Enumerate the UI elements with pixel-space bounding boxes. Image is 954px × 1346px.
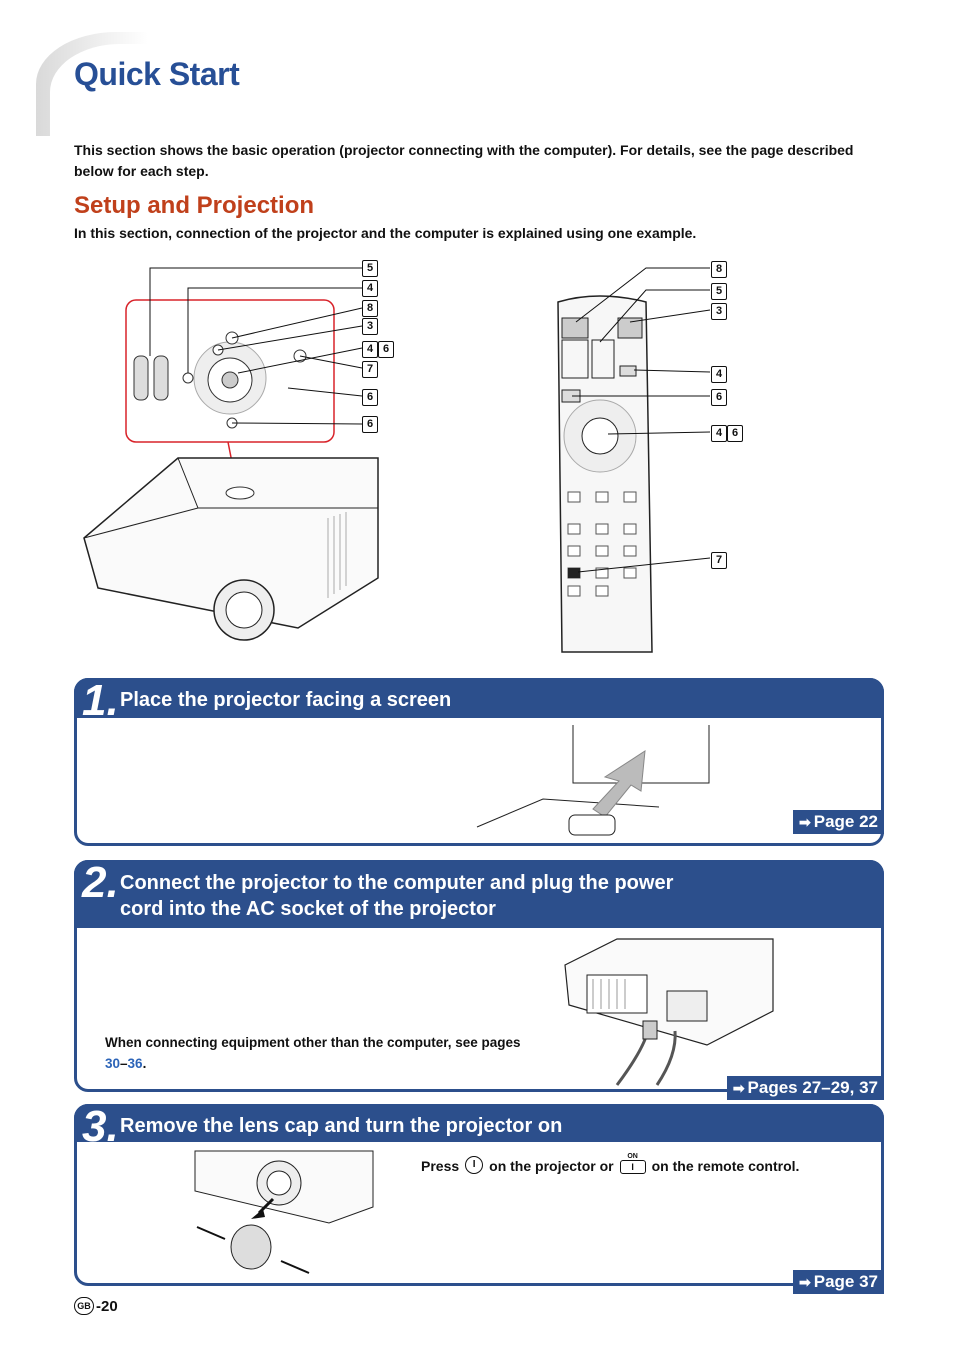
- arrow-right-icon: ➡: [799, 1274, 811, 1290]
- on-power-icon: I: [465, 1156, 483, 1174]
- arrow-right-icon: ➡: [799, 814, 811, 830]
- note-suffix: .: [142, 1056, 147, 1071]
- callout-6: 6: [362, 389, 378, 406]
- callout-3: 3: [362, 318, 378, 335]
- note-text: When connecting equipment other than the computer, see pages: [105, 1035, 521, 1050]
- section-intro: In this section, connection of the projector and the computer is explained using one example.: [74, 225, 697, 241]
- step-3-page-ref-label: Page 37: [813, 1272, 878, 1291]
- step-1-page-ref[interactable]: [793, 810, 884, 834]
- on-label: ON: [627, 1153, 638, 1160]
- step-2-panel: [74, 858, 884, 1097]
- page-number: -20: [96, 1297, 118, 1315]
- press-instruction: [421, 1153, 799, 1174]
- step-3-number: 3.: [82, 1102, 119, 1151]
- projector-figure: [78, 258, 398, 648]
- step-3-page-ref[interactable]: [793, 1270, 884, 1294]
- step-3-panel: [74, 1102, 884, 1291]
- callout-7: 7: [362, 361, 378, 378]
- callout-4: 4: [362, 280, 378, 297]
- remote-callout-4: 4: [711, 425, 727, 442]
- step-1-panel: [74, 678, 884, 846]
- remote-callout-3: 3: [711, 303, 727, 320]
- step-2-number: 2.: [82, 858, 119, 907]
- remote-callout-8: 8: [711, 261, 727, 278]
- intro-text: This section shows the basic operation (projector connecting with the computer). For details, see the page described below for each step.: [74, 142, 854, 179]
- lens-cap-illustration: [189, 1147, 379, 1281]
- page-title: Quick Start: [74, 56, 240, 92]
- step-2-page-ref[interactable]: [727, 1076, 884, 1100]
- remote-callout-6: 6: [711, 389, 727, 406]
- region-badge: GB: [74, 1297, 94, 1315]
- callout-6: 6: [362, 416, 378, 433]
- step-1-title: Place the projector facing a screen: [120, 689, 452, 711]
- section-title: Setup and Projection: [74, 192, 315, 219]
- step-2-title-line1: Connect the projector to the computer and plug the power: [120, 872, 674, 894]
- remote-callout-7: 7: [711, 552, 727, 569]
- remote-callout-5: 5: [711, 283, 727, 300]
- link-page-30[interactable]: 30: [105, 1056, 121, 1071]
- callout-6: 6: [378, 341, 394, 358]
- step-2-title-line2: cord into the AC socket of the projector: [120, 898, 496, 920]
- connection-illustration: [557, 935, 777, 1087]
- remote-callout-4: 4: [711, 366, 727, 383]
- arrow-right-icon: ➡: [732, 1080, 745, 1096]
- step-1-page-ref-label: Page 22: [813, 812, 878, 831]
- callout-5: 5: [362, 260, 378, 277]
- press-text-projector: on the projector or: [489, 1158, 614, 1174]
- link-page-36[interactable]: 36: [127, 1056, 143, 1071]
- callout-8: 8: [362, 300, 378, 317]
- page-footer: [74, 1297, 118, 1315]
- press-text-remote: on the remote control.: [651, 1158, 800, 1174]
- remote-on-button-icon: ON I: [620, 1153, 646, 1174]
- screen-illustration: [473, 721, 733, 841]
- press-text: Press: [421, 1158, 460, 1174]
- step-3-title: Remove the lens cap and turn the projector on: [120, 1115, 563, 1137]
- step-1-number: 1.: [82, 676, 119, 725]
- remote-callout-6: 6: [727, 425, 743, 442]
- step-2-page-ref-label: Pages 27–29, 37: [747, 1078, 878, 1097]
- callout-4: 4: [362, 341, 378, 358]
- remote-figure: [548, 262, 738, 662]
- step-2-note: [105, 1032, 525, 1074]
- note-dash: –: [120, 1056, 128, 1071]
